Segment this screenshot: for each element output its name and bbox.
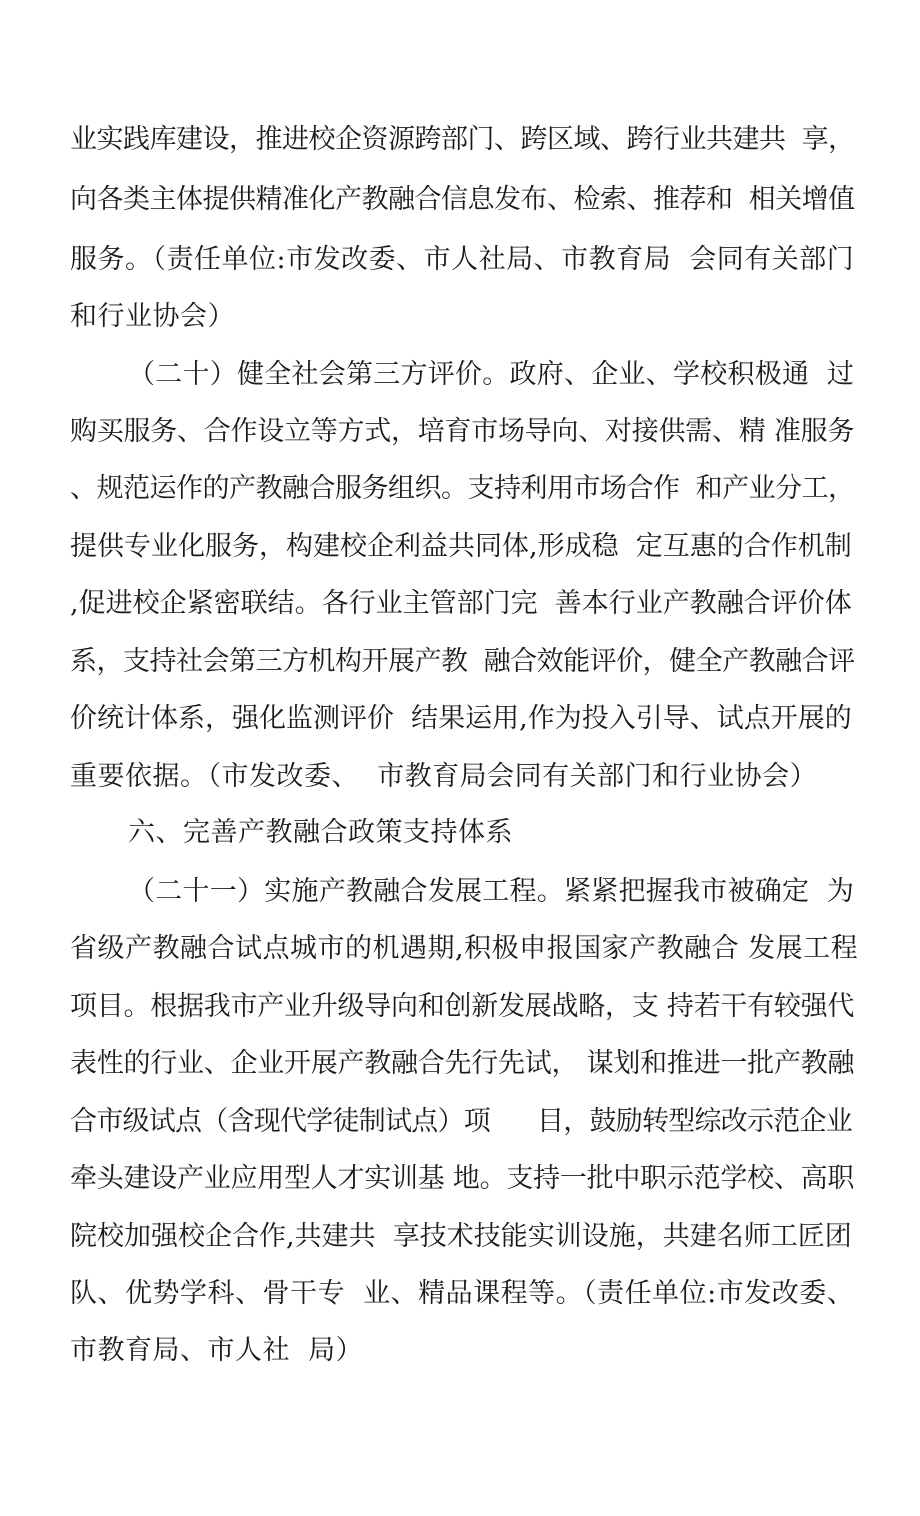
text-line: 服务。（责任单位:市发改委、市人社局、市教育局 会同有关部门 xyxy=(70,244,855,275)
text-line: 系，支持社会第三方机构开展产教 融合效能评价，健全产教融合评 xyxy=(70,646,855,677)
text-line: 重要依据。（市发改委、 市教育局会同有关部门和行业协会） xyxy=(70,761,818,792)
paragraph-heading: （二十一）实施产教融合发展工程。紧紧把握我市被确定 为 xyxy=(128,876,855,907)
text-line: 业实践库建设，推进校企资源跨部门、跨区域、跨行业共建共 享， xyxy=(70,124,855,155)
text-line: 省级产教融合试点城市的机遇期,积极申报国家产教融合 发展工程 xyxy=(70,933,859,964)
text-line: 市教育局、市人社 局） xyxy=(70,1335,364,1366)
text-line: 、规范运作的产教融合服务组织。支持利用市场合作 和产业分工， xyxy=(70,473,855,504)
text-line: 院校加强校企合作,共建共 享技术技能实训设施，共建名师工匠团 xyxy=(70,1221,852,1252)
text-line: 表性的行业、企业开展产教融合先行先试， 谋划和推进一批产教融 xyxy=(70,1048,855,1079)
text-line: 队、优势学科、骨干专 业、精品课程等。（责任单位:市发改委、 xyxy=(70,1278,855,1309)
section-heading: 六、完善产教融合政策支持体系 xyxy=(128,817,513,848)
text-line: 价统计体系，强化监测评价 结果运用,作为投入引导、试点开展的 xyxy=(70,703,852,734)
text-line: 牵头建设产业应用型人才实训基 地。支持一批中职示范学校、高职 xyxy=(70,1163,855,1194)
text-line: 提供专业化服务，构建校企利益共同体,形成稳 定互惠的合作机制 xyxy=(70,531,852,562)
paragraph-heading: （二十）健全社会第三方评价。政府、企业、学校积极通 过 xyxy=(128,359,855,390)
text-line: 项目。根据我市产业升级导向和创新发展战略，支 持若干有较强代 xyxy=(70,991,855,1022)
text-line: 购买服务、合作设立等方式，培育市场导向、对接供需、精 准服务 xyxy=(70,416,855,447)
text-line: 向各类主体提供精准化产教融合信息发布、检索、推荐和 相关增值 xyxy=(70,184,855,215)
text-line: 合市级试点（含现代学徒制试点）项 目，鼓励转型综改示范企业 xyxy=(70,1106,852,1137)
text-line: ,促进校企紧密联结。各行业主管部门完 善本行业产教融合评价体 xyxy=(70,588,852,619)
text-line: 和行业协会） xyxy=(70,301,235,332)
